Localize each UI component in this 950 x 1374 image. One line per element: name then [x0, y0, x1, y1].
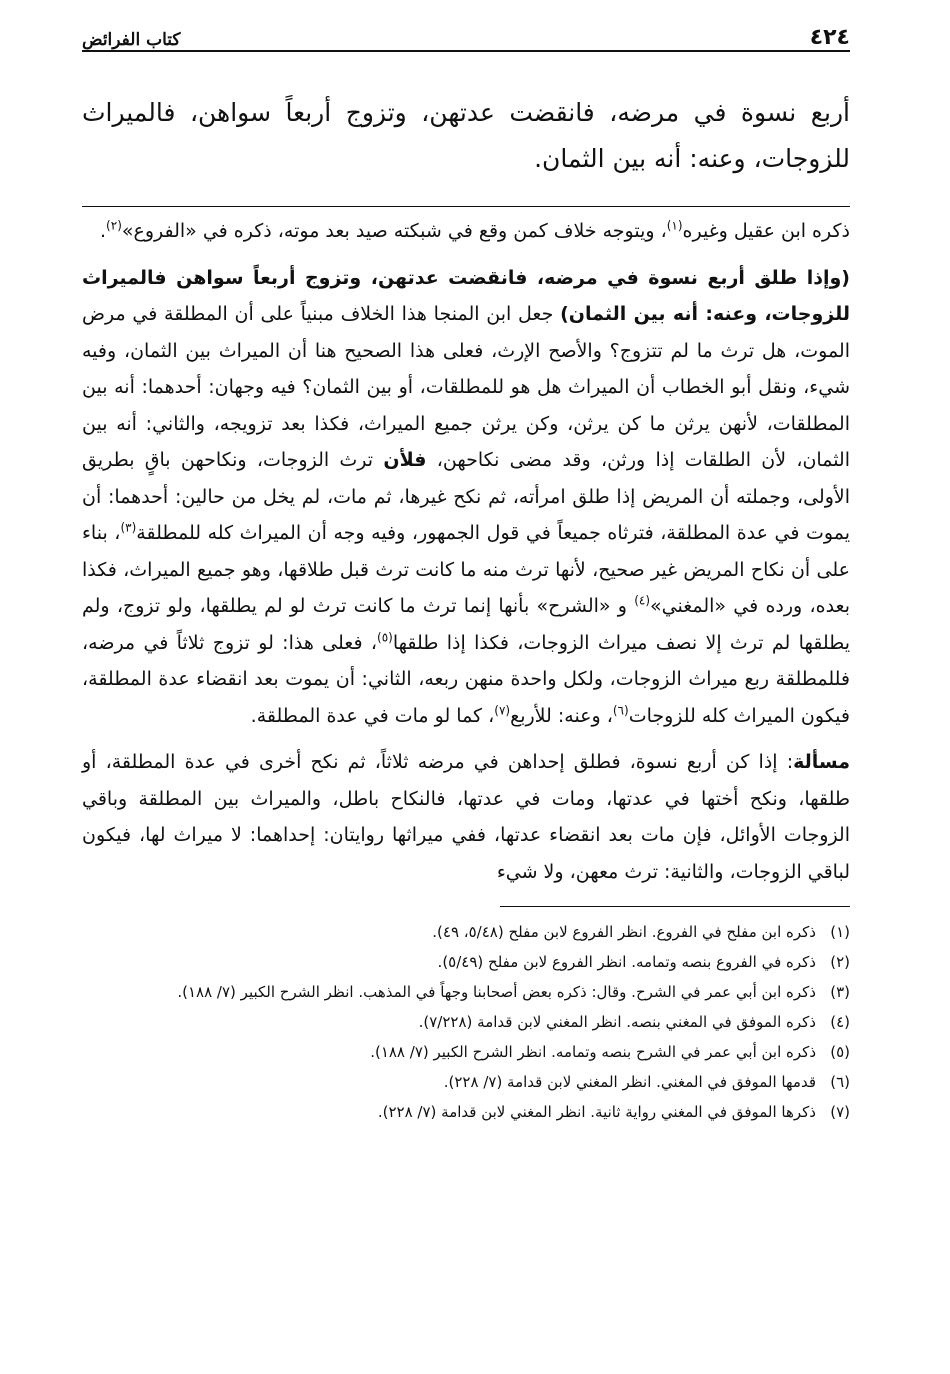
page: [82, 18, 850, 1127]
matn-text: أربع نسوة في مرضه، فانقضت عدتهن، وتزوج أربعاً سواهن، فالميراث للزوجات، وعنه: أنه بين الثمان.: [82, 98, 850, 173]
paragraph: مسألة: إذا كن أربع نسوة، فطلق إحداهن في مرضه ثلاثاً، ثم نكح أخرى في عدة المطلقة، أو طلقها، ونكح أختها في عدتها، ومات في عدتها، فالنكاح باطل، والميراث بين المطلقة وباقي الزوجات الأوائل، فإن مات بعد انقضاء عدتها، ففي ميراثها روايتان: إحداهما: لا ميراث لها، فيكون لباقي الزوجات، والثانية: ترث معهن، ولا شيء: [82, 751, 850, 883]
paragraph: (وإذا طلق أربع نسوة في مرضه، فانقضت عدتهن، وتزوج أربعاً سواهن فالميراث للزوجات، وعنه: أنه بين الثمان) جعل ابن المنجا هذا الخلاف مبنياً على أن المطلقة في مرض الموت، هل ترث ما لم تتزوج؟ والأصح الإرث، فعلى هذا الصحيح هنا أن الميراث بين الثمان، وفيه شيء، ونقل أبو الخطاب أن الميراث هل هو للمطلقات، أو بين الثمان؟ فيه وجهان: أحدهما: أنه بين المطلقات، لأنهن يرثن ما كن يرثن، وكن يرثن جميع الميراث، فكذا بعد تزويجه، والثاني: أنه بين الثمان، لأن الطلقات إذا ورثن، وقد مضى نكاحهن، فلأن ترث الزوجات، ونكاحهن باقٍ بطريق الأولى، وجملته أن المريض إذا طلق امرأته، ثم نكح غيرها، ثم مات، لم يخل من حالين: أحدهما: أن يموت في عدة المطلقة، فترثاه جميعاً في قول الجمهور، وفيه وجه أن الميراث كله للمطلقة$^{(٣)}$، بناء على أن نكاح المريض غير صحيح، لأنها ترث منه ما كانت ترث قبل طلاقها، وهو جميع الميراث، فكذا بعده، ورده في «المغني»$^{(٤)}$ و «الشرح» بأنها إنما ترث ما كانت ترث لو لم يطلقها، ولو تزوج، ولم يطلقها لم ترث إلا نصف ميراث الزوجات، فكذا إذا طلقها$^{(٥)}$، فعلى هذا: لو تزوج ثلاثاً في مرضه، فللمطلقة ربع ميراث الزوجات، ولكل واحدة منهن ربعه، الثاني: أن يموت بعد انقضاء عدة المطلقة، فيكون الميراث كله للزوجات$^{(٦)}$، وعنه: للأربع$^{(٧)}$، كما لو مات في عدة المطلقة.: [82, 266, 850, 727]
quoted-matn: (وإذا طلق أربع نسوة في مرضه، فانقضت عدتهن، وتزوج أربعاً سواهن فالميراث للزوجات، وعنه: أنه بين الثمان): [82, 266, 850, 325]
footnote-ref[interactable]: (٦): [612, 703, 629, 718]
footnote-item: (٦) قدمها الموفق في المغني. انظر المغني لابن قدامة (٧/ ٢٢٨).: [443, 1073, 850, 1091]
footnote-item: (٢) ذكره في الفروع بنصه وتمامه. انظر الفروع لابن مفلح (٥/٤٩).: [437, 953, 850, 971]
footnote-item: (٣) ذكره ابن أبي عمر في الشرح. وقال: ذكره بعض أصحابنا وجهاً في المذهب. انظر الشرح الكبير (٧/ ١٨٨).: [177, 983, 850, 1001]
footnote-ref[interactable]: (٥): [377, 630, 393, 645]
footnote-ref[interactable]: (١): [666, 218, 683, 233]
matn-separator: [82, 206, 850, 207]
footnote-item: (٤) ذكره الموفق في المغني بنصه. انظر المغني لابن قدامة (٧/٢٢٨).: [418, 1013, 850, 1031]
paragraph: ذكره ابن عقيل وغيره$^{(١)}$، ويتوجه خلاف كمن وقع في شبكته صيد بعد موته، ذكره في «الفروع»$^{(٢)}$.: [100, 218, 850, 242]
footnote-ref[interactable]: (٢): [106, 218, 122, 233]
footnote-item: (٧) ذكرها الموفق في المغني رواية ثانية. انظر المغني لابن قدامة (٧/ ٢٢٨).: [377, 1103, 850, 1121]
book-title: كتاب الفرائض: [82, 30, 181, 50]
footnote-item: (١) ذكره ابن مفلح في الفروع. انظر الفروع لابن مفلح (٥/٤٨، ٤٩).: [432, 923, 850, 941]
footnote-ref[interactable]: (٤): [634, 593, 651, 608]
masala-heading: مسألة: [793, 751, 850, 773]
footnote-separator: [500, 906, 850, 907]
footnote-ref[interactable]: (٧): [494, 703, 511, 718]
page-number: ٤٢٤: [809, 25, 850, 50]
commentary: [82, 213, 850, 890]
footnotes: [82, 917, 850, 1127]
footnote-ref[interactable]: (٣): [120, 520, 137, 535]
page-header: [82, 18, 850, 52]
footnote-item: (٥) ذكره ابن أبي عمر في الشرح بنصه وتمامه. انظر الشرح الكبير (٧/ ١٨٨).: [370, 1043, 850, 1061]
